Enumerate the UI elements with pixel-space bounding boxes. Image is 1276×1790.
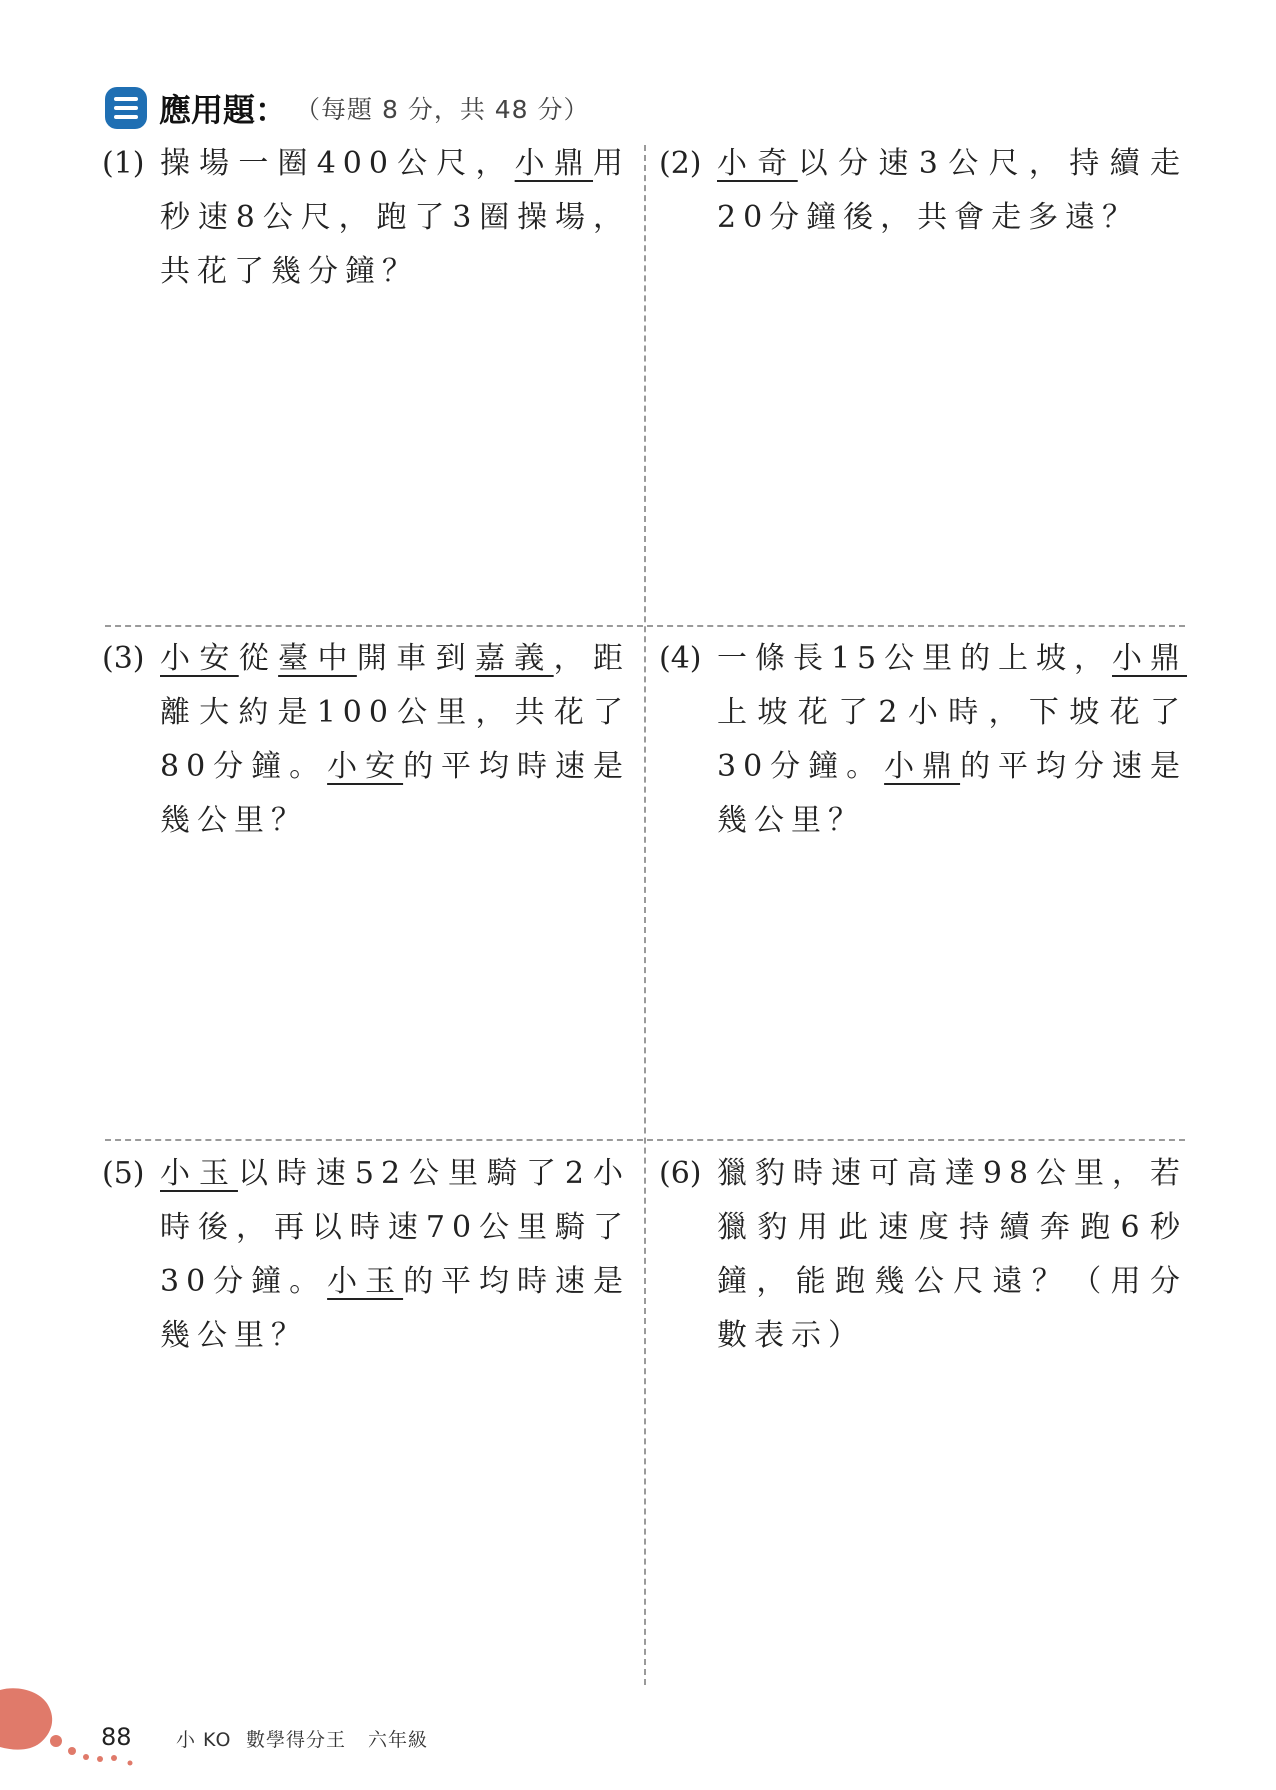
question-text-segment: 以時速52公里騎了2小時後，再以時速70公里騎了30分鐘。 bbox=[160, 1156, 630, 1299]
footer-grade: 六年級 bbox=[368, 1729, 429, 1751]
section-note: （每題 8 分，共 48 分） bbox=[295, 95, 590, 124]
footer-brand: 小 KO bbox=[176, 1729, 232, 1751]
question-text-segment: 從 bbox=[238, 641, 279, 676]
question-number: (5) bbox=[102, 1156, 145, 1191]
underlined-name: 小安 bbox=[327, 749, 404, 784]
underlined-name: 小玉 bbox=[160, 1156, 238, 1191]
page-number: 88 bbox=[101, 1723, 132, 1751]
question-text bbox=[717, 632, 1187, 848]
question-text bbox=[717, 137, 1187, 245]
question-text-segment: 用秒速8公尺，跑了3圈操場，共花了幾分鐘？ bbox=[160, 146, 631, 289]
question-text bbox=[717, 1147, 1187, 1363]
question-5 bbox=[102, 1147, 630, 1363]
underlined-name: 小奇 bbox=[717, 146, 798, 181]
question-text bbox=[160, 1147, 630, 1363]
question-number: (6) bbox=[659, 1156, 702, 1191]
underlined-name: 小鼎 bbox=[884, 749, 961, 784]
underlined-name: 小玉 bbox=[327, 1264, 404, 1299]
question-text-segment: 一條長15公里的上坡， bbox=[717, 641, 1113, 676]
section-header bbox=[105, 86, 590, 130]
question-text bbox=[160, 137, 630, 299]
question-text-segment: 以分速3公尺，持續走20分鐘後，共會走多遠？ bbox=[717, 146, 1188, 235]
underlined-name: 小鼎 bbox=[514, 146, 594, 181]
question-text-segment: 的平均分速是幾公里？ bbox=[717, 749, 1187, 838]
question-text-segment: 操場一圈400公尺， bbox=[160, 146, 515, 181]
underlined-name: 嘉義 bbox=[474, 641, 554, 676]
question-text-segment: 的平均時速是幾公里？ bbox=[160, 1264, 630, 1353]
section-list-icon bbox=[105, 87, 147, 129]
column-divider bbox=[644, 145, 646, 1685]
question-text-segment: 獵豹時速可高達98公里，若獵豹用此速度持續奔跑6秒鐘，能跑幾公尺遠？（用分數表示） bbox=[717, 1156, 1187, 1353]
question-text-segment: 的平均時速是幾公里？ bbox=[160, 749, 630, 838]
section-title: 應用題 bbox=[159, 91, 256, 129]
question-4 bbox=[659, 632, 1187, 848]
question-text-segment: 上坡花了2小時，下坡花了30分鐘。 bbox=[717, 695, 1187, 784]
underlined-name: 小安 bbox=[160, 641, 239, 676]
question-6 bbox=[659, 1147, 1187, 1363]
question-text-segment: ，距離大約是100公里，共花了80分鐘。 bbox=[160, 641, 631, 784]
question-2 bbox=[659, 137, 1188, 245]
underlined-name: 小鼎 bbox=[1112, 641, 1187, 676]
footer-book-title: 數學得分王 bbox=[246, 1729, 347, 1751]
question-1 bbox=[102, 137, 631, 299]
page-footer bbox=[0, 1685, 1276, 1790]
question-3 bbox=[102, 632, 631, 848]
section-colon: ： bbox=[255, 91, 288, 129]
row-divider-2 bbox=[105, 1139, 1185, 1141]
row-divider-1 bbox=[105, 625, 1185, 627]
question-number: (2) bbox=[659, 146, 702, 181]
question-text-segment: 開車到 bbox=[356, 641, 475, 676]
question-text bbox=[160, 632, 630, 848]
question-number: (4) bbox=[659, 641, 702, 676]
question-number: (3) bbox=[102, 641, 145, 676]
question-number: (1) bbox=[102, 146, 145, 181]
underlined-name: 臺中 bbox=[278, 641, 357, 676]
